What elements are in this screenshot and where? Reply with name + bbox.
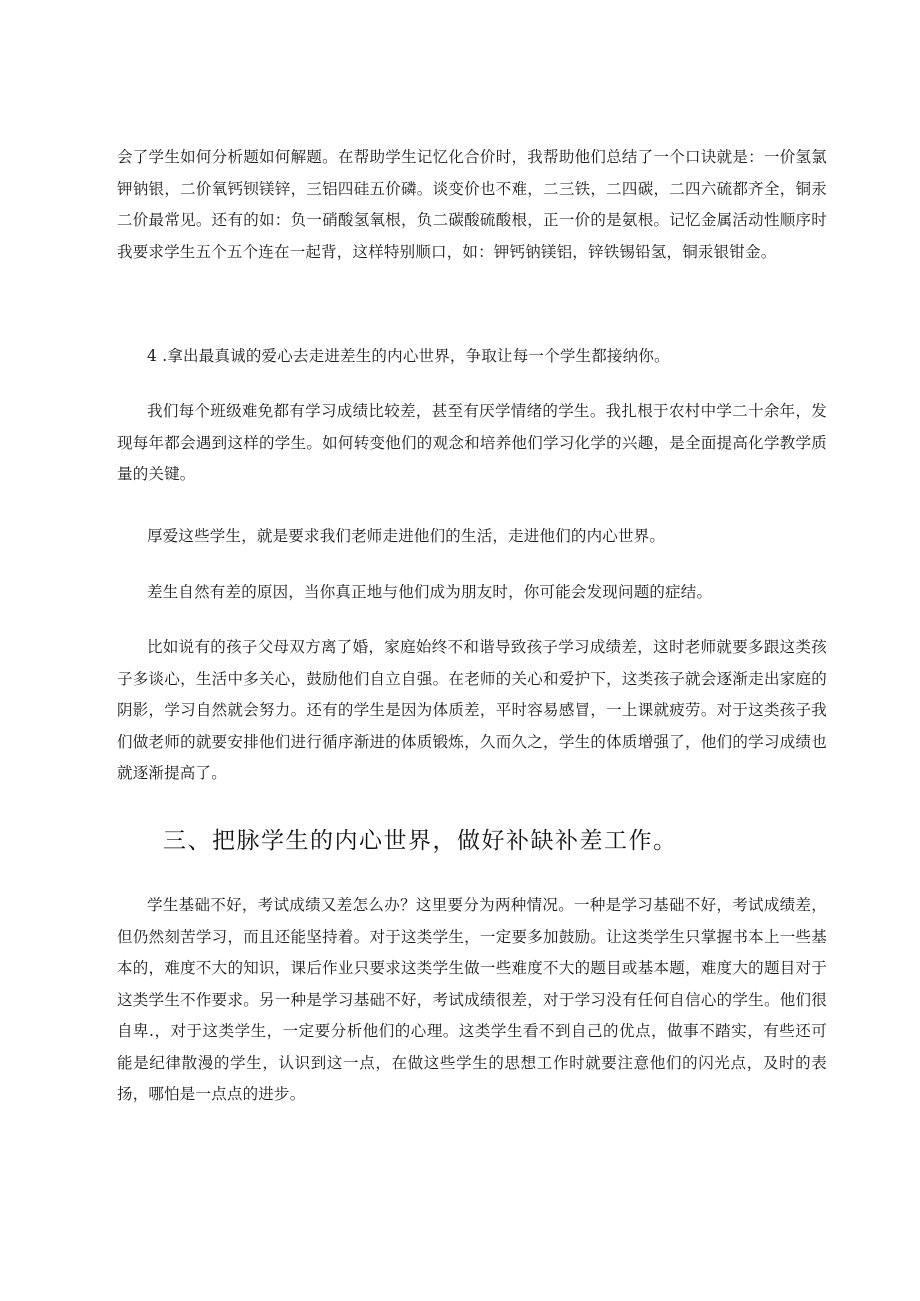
- paragraph-point-4: 4 .拿出最真诚的爱心去走进差生的内心世界，争取让每一个学生都接纳你。: [147, 347, 670, 365]
- paragraph-love-students: 厚爱这些学生，就是要求我们老师走进他们的生活，走进他们的内心世界。: [147, 527, 666, 545]
- paragraph-struggling-students: 我们每个班级难免都有学习成绩比较差，甚至有厌学情绪的学生。我扎根于农村中学二十余年，发现每年都会遇到这样的学生。如何转变他们的观念和培养他们学习化学的兴趣，是全面提高化学教学质量的关键。: [117, 402, 827, 483]
- paragraph-root-cause: 差生自然有差的原因，当你真正地与他们成为朋友时，你可能会发现问题的症结。: [147, 583, 713, 601]
- paragraph-weak-foundation: 学生基础不好，考试成绩又差怎么办？这里要分为两种情况。一种是学习基础不好，考试成绩差，但仍然刻苦学习，而且还能坚持着。对于这类学生，一定要多加鼓励。让这类学生只掌握书本上一些基本的，难度不大的知识，课后作业只要求这类学生做一些难度不大的题目或基本题，难度大的题目对于这类学生不作要求。另一种是学习基础不好，考试成绩很差，对于学习没有任何自信心的学生。他们很自卑.，对于这类学生，一定要分析他们的心理。这类学生看不到自己的优点，做事不踏实，有些还可能是纪律散漫的学生，认识到这一点，在做这些学生的思想工作时就要注意他们的闪光点，及时的表扬，哪怕是一点点的进步。: [117, 896, 827, 1103]
- section-heading: 三、把脉学生的内心世界，做好补缺补差工作。: [163, 828, 678, 854]
- paragraph-valence-mnemonic: 会了学生如何分析题如何解题。在帮助学生记忆化合价时，我帮助他们总结了一个口诀就是：一价氢氯钾钠银，二价氧钙钡镁锌，三铝四硅五价磷。谈变价也不难，二三铁，二四碳，二四六硫都齐全，铜汞二价最常见。还有的如：负一硝酸氢氧根，负二碳酸硫酸根，正一价的是氨根。记忆金属活动性顺序时我要求学生五个五个连在一起背，这样特别顺口，如：钾钙钠镁铝，锌铁锡铅氢，铜汞银钳金。: [117, 148, 827, 261]
- paragraph-examples: 比如说有的孩子父母双方离了婚，家庭始终不和谐导致孩子学习成绩差，这时老师就要多跟这类孩子多谈心，生活中多关心，鼓励他们自立自强。在老师的关心和爱护下，这类孩子就会逐渐走出家庭的阴影，学习自然就会努力。还有的学生是因为体质差，平时容易感冒，一上课就疲劳。对于这类孩子我们做老师的就要安排他们进行循序渐进的体质锻炼，久而久之，学生的体质增强了，他们的学习成绩也就逐渐提高了。: [117, 638, 827, 782]
